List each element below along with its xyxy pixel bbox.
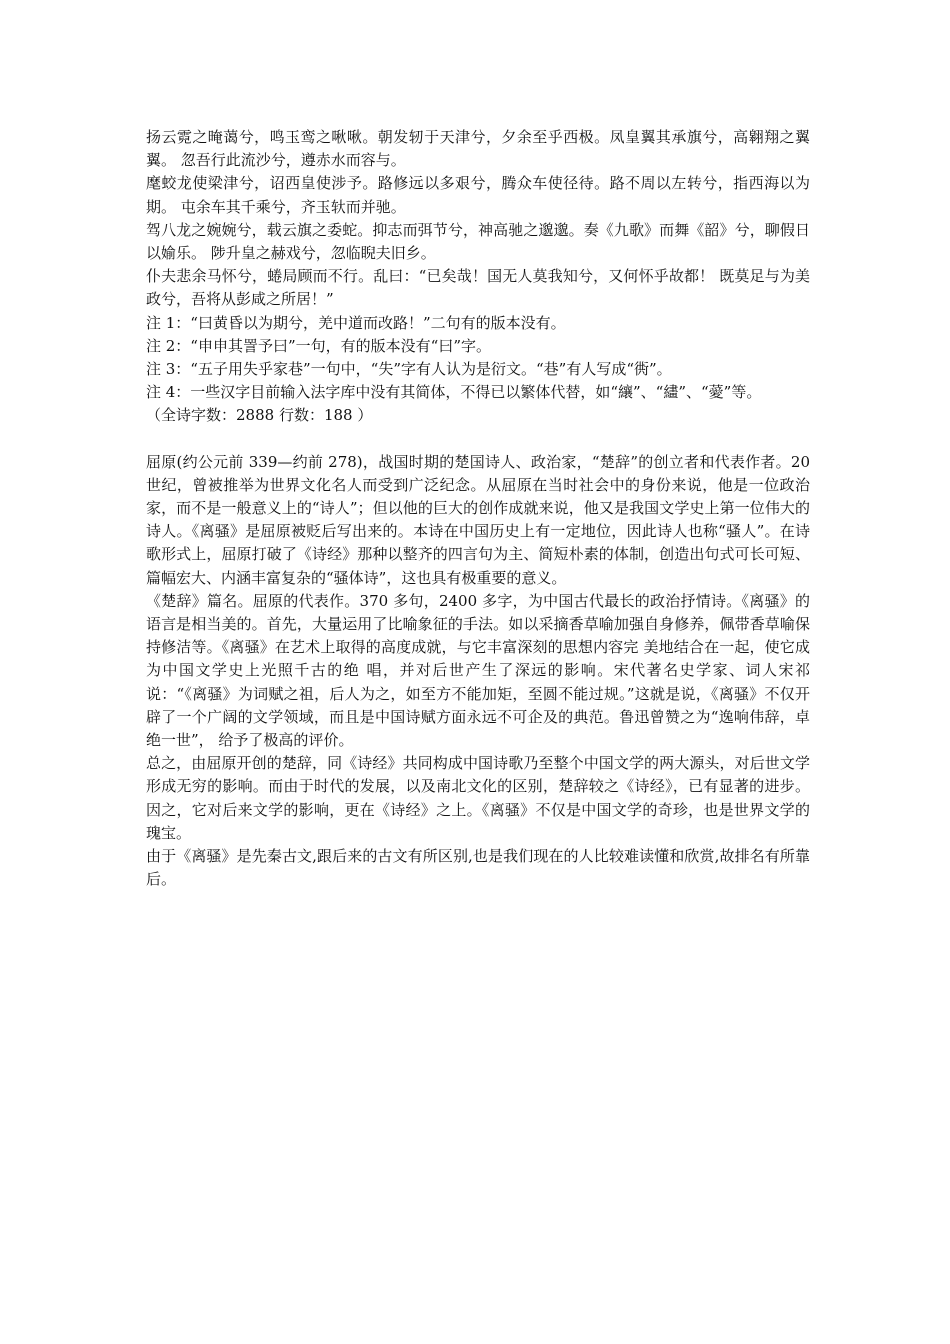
document-body xyxy=(146,126,810,892)
commentary-author: 屈原(约公元前 339—约前 278)，战国时期的楚国诗人、政治家，“楚辞”的创立者和代表作者。20 世纪，曾被推举为世界文化名人而受到广泛纪念。从屈原在当时社会中的身份来说，他是一位政治家，而不是一般意义上的“诗人”；但以他的巨大的创作成就来说，他又是我国文学史上第一位伟大的诗人。《离骚》是屈原被贬后写出来的。本诗在中国历史上有一定地位，因此诗人也称“骚人”。在诗歌形式上，屈原打破了《诗经》那种以整齐的四言句为主、简短朴素的体制，创造出句式可长可短、篇幅宏大、内涵丰富复杂的“骚体诗”，这也具有极重要的意义。 xyxy=(146,452,810,587)
poem-stanza: 麾蛟龙使梁津兮，诏西皇使涉予。路修远以多艰兮，腾众车使径待。路不周以左转兮，指西海以为期。 屯余车其千乘兮，齐玉轪而并驰。 xyxy=(146,174,810,216)
commentary-ranking: 由于《离骚》是先秦古文,跟后来的古文有所区别,也是我们现在的人比较难读懂和欣赏,故排名有所靠后。 xyxy=(146,847,810,889)
note-4: 注 4：一些汉字目前输入法字库中没有其简体，不得已以繁体代替，如“纕”、“繣”、“薆”等。 xyxy=(146,383,762,402)
poem-stanza: 扬云霓之晻蔼兮，鸣玉鸾之啾啾。朝发轫于天津兮，夕余至乎西极。凤皇翼其承旗兮，高翱翔之翼翼。 忽吾行此流沙兮，遵赤水而容与。 xyxy=(146,128,810,170)
commentary-summary: 总之，由屈原开创的楚辞，同《诗经》共同构成中国诗歌乃至整个中国文学的两大源头，对后世文学形成无穷的影响。而由于时代的发展，以及南北文化的区别，楚辞较之《诗经》，已有显著的进步。因之，它对后来文学的影响，更在《诗经》之上。《离骚》不仅是中国文学的奇珍，也是世界文学的瑰宝。 xyxy=(146,754,810,842)
poem-stanza: 仆夫悲余马怀兮，蜷局顾而不行。乱曰：“已矣哉！国无人莫我知兮，又何怀乎故都！ 既莫足与为美政兮，吾将从彭咸之所居！” xyxy=(146,267,810,309)
commentary-work: 《楚辞》篇名。屈原的代表作。370 多句，2400 多字，为中国古代最长的政治抒情诗。《离骚》的语言是相当美的。首先，大量运用了比喻象征的手法。如以采摘香草喻加强自身修养，佩带香草喻保持修洁等。《离骚》在艺术上取得的高度成就，与它丰富深刻的思想内容完 美地结合在一起，使它成为中国文学史上光照千古的绝 唱，并对后世产生了深远的影响。宋代著名史学家、词人宋祁说：“《离骚》为词赋之祖，后人为之，如至方不能加矩，至圆不能过规。”这就是说，《离骚》不仅开辟了一个广阔的文学领域，而且是中国诗赋方面永远不可企及的典范。鲁迅曾赞之为“逸响伟辞，卓绝一世”， 给予了极高的评价。 xyxy=(146,591,810,750)
poem-stanza: 驾八龙之婉婉兮，载云旗之委蛇。抑志而弭节兮，神高驰之邈邈。奏《九歌》而舞《韶》兮，聊假日以媮乐。 陟升皇之赫戏兮，忽临睨夫旧乡。 xyxy=(146,220,810,263)
note-3: 注 3：“五子用失乎家巷”一句中，“失”字有人认为是衍文。“巷”有人写成“衖”。 xyxy=(146,360,672,379)
note-2: 注 2：“申申其詈予曰”一句，有的版本没有“曰”字。 xyxy=(146,336,491,355)
word-count: （全诗字数：2888 行数：188 ） xyxy=(146,406,373,425)
note-1: 注 1：“曰黄昏以为期兮，羌中道而改路！”二句有的版本没有。 xyxy=(146,313,566,332)
paragraph-gap xyxy=(146,428,810,451)
